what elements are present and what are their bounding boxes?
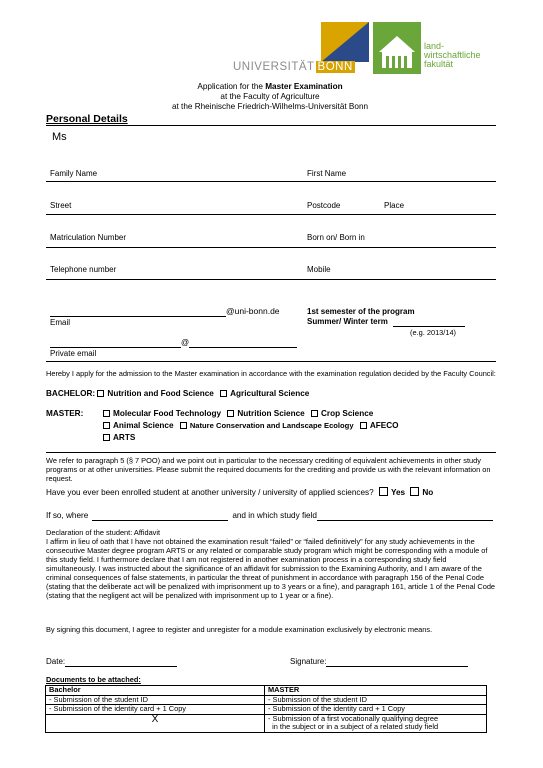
heading-rule bbox=[46, 125, 496, 126]
private-email-domain-input[interactable] bbox=[189, 338, 297, 348]
master-arts-label: ARTS bbox=[113, 433, 136, 442]
documents-heading: Documents to be attached: bbox=[46, 675, 141, 684]
table-row bbox=[46, 714, 487, 732]
email-label: Email bbox=[50, 318, 71, 327]
private-email-at: @ bbox=[181, 338, 190, 347]
bachelor-nutrition-checkbox[interactable] bbox=[97, 390, 104, 397]
faculty-text-line2: wirtschaftliche bbox=[424, 50, 481, 60]
enrolled-yes-label: Yes bbox=[390, 488, 406, 497]
enrolled-no-label: No bbox=[422, 488, 434, 497]
document-header bbox=[120, 82, 420, 112]
private-email-rule bbox=[46, 361, 496, 362]
family-name-field[interactable] bbox=[46, 181, 496, 182]
bachelor-cell-1: - Submission of the student ID bbox=[46, 695, 265, 705]
email-input[interactable] bbox=[50, 307, 226, 317]
enrolled-question-row bbox=[46, 487, 433, 498]
bachelor-agricultural-label: Agricultural Science bbox=[230, 389, 310, 398]
affidavit-body: I affirm in lieu of oath that I have not obtained the examination result “failed” or “failed definitively” for any study achievements in the consecutive Master degree program ARTS or any related or comparable study program which might be corresponding with a module of this study field. I furthermore declare that I am not registered in another examination process in a corresponding study field simultaneously. I was instructed about the significance of an affidavit for submission to the Examining Authority, and I am aware of the criminal consequences of false statements, in particular the threat of punishment in accordance with paragraph 156 of the Penal Code (stating that the deliberate act will be penalized with imprisonment up to 3 years or a fine), and paragraph 161, article 1 of the Penal Code (stating that the negligent act will be penalized with imprisonment up to 1 year or a fine). bbox=[46, 537, 496, 600]
family-name-label: Family Name bbox=[50, 169, 98, 178]
street-field[interactable] bbox=[46, 214, 496, 215]
bachelor-label: BACHELOR: bbox=[46, 389, 96, 398]
signature-label: Signature: bbox=[290, 657, 327, 666]
ifso-where-input[interactable] bbox=[92, 511, 228, 521]
email-suffix: @uni-bonn.de bbox=[226, 306, 280, 316]
date-input[interactable] bbox=[65, 657, 177, 667]
email-row bbox=[50, 306, 280, 317]
bachelor-agricultural-checkbox[interactable] bbox=[220, 390, 227, 397]
telephone-field[interactable] bbox=[46, 279, 496, 280]
barn-icon bbox=[373, 22, 421, 74]
master-molecular-label: Molecular Food Technology bbox=[113, 409, 222, 418]
master-row-3 bbox=[103, 433, 135, 443]
affidavit-title: Declaration of the student: Affidavit bbox=[46, 528, 161, 537]
private-email-label: Private email bbox=[50, 349, 97, 358]
header-line1 bbox=[120, 82, 420, 92]
master-label: MASTER: bbox=[46, 409, 84, 418]
street-label: Street bbox=[50, 201, 72, 210]
master-cell-3-line1: - Submission of a first vocationally qualifying degree bbox=[268, 713, 439, 723]
master-cell-2: - Submission of the identity card + 1 Copy bbox=[265, 705, 487, 715]
master-nutrition-label: Nutrition Science bbox=[237, 409, 305, 418]
bachelor-cell-2: - Submission of the identity card + 1 Copy bbox=[46, 705, 265, 715]
telephone-label: Telephone number bbox=[50, 265, 117, 274]
master-crop-label: Crop Science bbox=[321, 409, 374, 418]
first-name-label: First Name bbox=[307, 169, 347, 178]
master-molecular-checkbox[interactable] bbox=[103, 410, 110, 417]
logo-word-bonn: BONN bbox=[317, 61, 353, 73]
faculty-text-line1: land- bbox=[424, 41, 445, 51]
master-nutrition-checkbox[interactable] bbox=[227, 410, 234, 417]
semester-title: 1st semester of the program bbox=[307, 307, 415, 316]
place-label: Place bbox=[384, 201, 405, 210]
documents-table bbox=[45, 685, 487, 733]
col-bachelor-header: Bachelor bbox=[46, 686, 265, 696]
bachelor-row bbox=[46, 389, 309, 399]
master-arts-checkbox[interactable] bbox=[103, 434, 110, 441]
personal-details-heading: Personal Details bbox=[46, 113, 128, 125]
header-line1-bold: Master Examination bbox=[265, 82, 343, 91]
matriculation-label: Matriculation Number bbox=[50, 233, 127, 242]
master-animal-label: Animal Science bbox=[113, 421, 174, 430]
faculty-logo bbox=[373, 22, 421, 74]
enrolled-question: Have you ever been enrolled student at another university / university of applied sciences? bbox=[46, 488, 374, 497]
faculty-text-line3: fakultät bbox=[424, 59, 454, 69]
semester-example: (e.g. 2013/14) bbox=[410, 328, 457, 337]
header-line2: at the Faculty of Agriculture bbox=[220, 92, 320, 101]
signature-input[interactable] bbox=[326, 657, 468, 667]
bachelor-cell-3: X bbox=[46, 714, 265, 732]
electronic-consent: By signing this document, I agree to register and unregister for a module examination exclusively by electronic means. bbox=[46, 625, 433, 634]
admission-rule bbox=[46, 452, 496, 453]
enrolled-yes-checkbox[interactable] bbox=[379, 487, 388, 496]
header-line3: at the Rheinische Friedrich-Wilhelms-Universität Bonn bbox=[171, 102, 369, 111]
master-cell-3-line2: in the subject or in a subject of a related study field bbox=[268, 722, 439, 731]
master-animal-checkbox[interactable] bbox=[103, 422, 110, 429]
master-afeco-checkbox[interactable] bbox=[360, 422, 367, 429]
table-header-row bbox=[46, 686, 487, 696]
semester-sub-label: Summer/ Winter term bbox=[307, 317, 388, 326]
born-label: Born on/ Born in bbox=[307, 233, 365, 242]
header-line1-prefix: Application for the bbox=[197, 82, 266, 91]
semester-sub bbox=[307, 317, 465, 327]
master-cell-1: - Submission of the student ID bbox=[265, 695, 487, 705]
master-nature-checkbox[interactable] bbox=[180, 422, 187, 429]
ifso-label: If so, where bbox=[46, 511, 89, 520]
postcode-label: Postcode bbox=[307, 201, 341, 210]
col-master-header: MASTER bbox=[265, 686, 487, 696]
master-crop-checkbox[interactable] bbox=[311, 410, 318, 417]
logo-wordmark bbox=[233, 61, 369, 74]
master-row-2 bbox=[103, 421, 398, 431]
signature-row bbox=[290, 657, 468, 667]
salutation-value: Ms bbox=[52, 131, 67, 143]
master-row-1 bbox=[103, 409, 373, 419]
master-afeco-label: AFECO bbox=[369, 421, 399, 430]
private-email-row bbox=[50, 338, 297, 348]
study-field-input[interactable] bbox=[317, 511, 493, 521]
admission-text: Hereby I apply for the admission to the Master examination in accordance with the examination regulation decided by the Faculty Council: bbox=[46, 369, 496, 378]
master-nature-label: Nature Conservation and Landscape Ecology bbox=[189, 421, 354, 430]
private-email-user-input[interactable] bbox=[50, 338, 181, 348]
master-cell-3 bbox=[265, 714, 487, 732]
logo-gold-triangle bbox=[321, 22, 369, 62]
mobile-label: Mobile bbox=[307, 265, 331, 274]
ifso-row bbox=[46, 510, 493, 521]
faculty-logo-text bbox=[424, 42, 481, 69]
study-field-label: and in which study field bbox=[232, 511, 317, 520]
semester-input[interactable] bbox=[393, 317, 465, 327]
enrolled-no-checkbox[interactable] bbox=[410, 487, 419, 496]
date-label: Date: bbox=[46, 657, 66, 666]
crediting-text: We refer to paragraph 5 (§ 7 POO) and we point out in particular to the necessary crediting of equivalent achievements in other study programs or at other universities. Please submit the required documents for the crediting and provide us with the relevant information on request. bbox=[46, 456, 491, 483]
bachelor-nutrition-label: Nutrition and Food Science bbox=[107, 389, 214, 398]
university-logo bbox=[233, 22, 369, 74]
matriculation-field[interactable] bbox=[46, 247, 496, 248]
logo-word-universitaet: UNIVERSITÄT bbox=[233, 61, 315, 73]
date-row bbox=[46, 657, 177, 667]
